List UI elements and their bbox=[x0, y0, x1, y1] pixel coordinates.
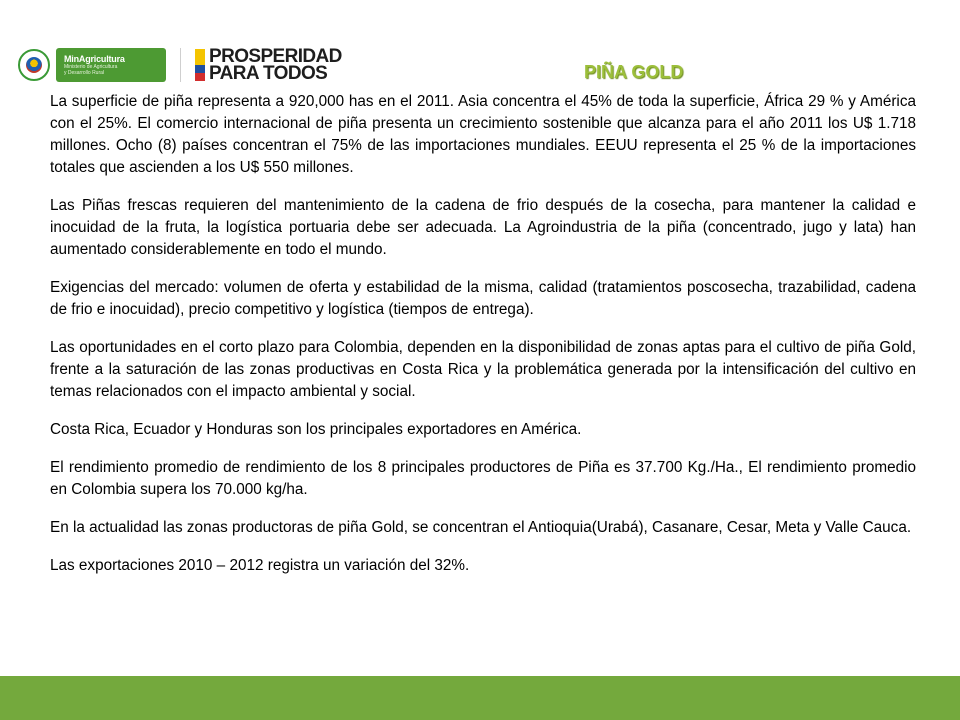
minagricultura-logo bbox=[56, 48, 166, 82]
ministry-subtitle-2: y Desarrollo Rural bbox=[64, 70, 105, 76]
ministry-subtitle-1: Ministerio de Agricultura bbox=[64, 64, 118, 70]
prosperidad-line-2: PARA TODOS bbox=[209, 63, 328, 84]
colombia-flag-icon bbox=[195, 49, 205, 81]
paragraph-yield: El rendimiento promedio de rendimiento de los 8 principales productores de Piña es 37.700 Kg./Ha., El rendimiento promedio en Colombia supera los 70.000 kg/ha. bbox=[50, 459, 916, 498]
logo-bar bbox=[18, 46, 342, 84]
paragraph-surface-trade: La superficie de piña representa a 920,000 has en el 2011. Asia concentra el 45% de toda la superficie, África 29 % y América con el 25%. El comercio internacional de piña presenta un crecimiento sostenible que alcanza para el año 2011 los U$ 1.718 millones. Ocho (8) países concentran el 75% de las importaciones mundiales. EEUU representa el 25 % de la importaciones totales que ascienden a los U$ 550 millones. bbox=[50, 93, 916, 176]
body-text bbox=[50, 91, 916, 593]
coat-of-arms-seal-icon bbox=[18, 49, 50, 81]
paragraph-market-requirements: Exigencias del mercado: volumen de oferta y estabilidad de la misma, calidad (tratamientos poscosecha, trazabilidad, cadena de frio e inocuidad), precio competitivo y logística (tiempos de entrega). bbox=[50, 279, 916, 318]
footer-band bbox=[0, 676, 960, 720]
ministry-name: MinAgricultura bbox=[64, 54, 125, 64]
paragraph-opportunities: Las oportunidades en el corto plazo para Colombia, dependen en la disponibilidad de zonas aptas para el cultivo de piña Gold, frente a la saturación de las zonas productivas en Costa Rica y la problemática generada por la intensificación del cultivo en temas relacionados con el impacto ambiental y social. bbox=[50, 339, 916, 400]
prosperidad-para-todos-logo bbox=[209, 48, 342, 82]
paragraph-cold-chain: Las Piñas frescas requieren del mantenimiento de la cadena de frio después de la cosecha, para mantener la calidad e inocuidad de la fruta, la logística portuaria debe ser adecuada. La Agroindustria de la piña (concentrado, jugo y lata) han aumentado considerablemente en todo el mundo. bbox=[50, 197, 916, 258]
prosperidad-line-1: PROSPERIDAD bbox=[209, 46, 342, 67]
paragraph-exports-variation: Las exportaciones 2010 – 2012 registra un variación del 32%. bbox=[50, 557, 470, 574]
paragraph-exporters: Costa Rica, Ecuador y Honduras son los principales exportadores en América. bbox=[50, 421, 582, 438]
logo-divider bbox=[180, 48, 181, 82]
paragraph-producing-zones: En la actualidad las zonas productoras de piña Gold, se concentran el Antioquia(Urabá), Casanare, Cesar, Meta y Valle Cauca. bbox=[50, 519, 912, 536]
page-title: PIÑA GOLD bbox=[584, 62, 684, 82]
